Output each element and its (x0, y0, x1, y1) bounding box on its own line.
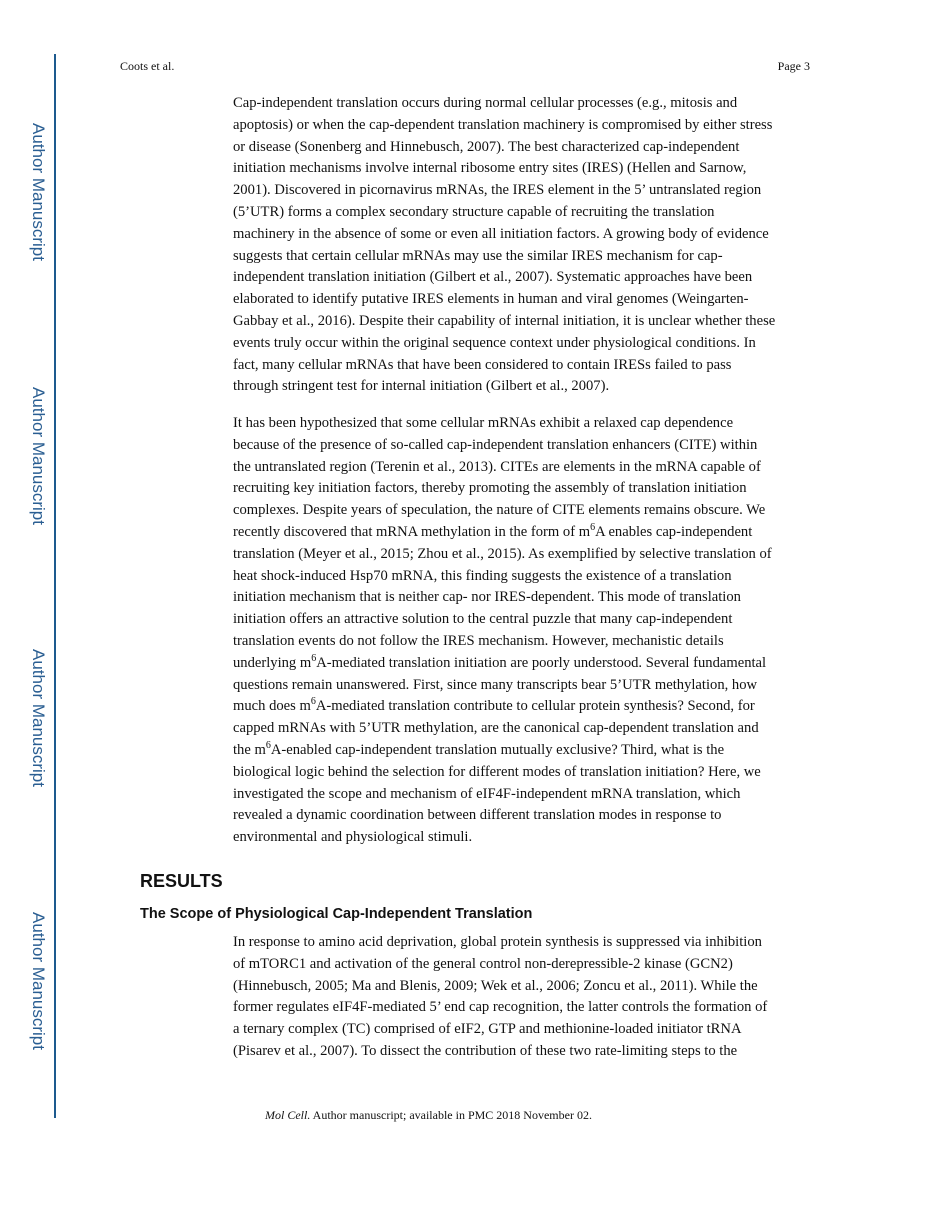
text-segment: Gabbay et al., 2016). Despite their capability of internal initiation, it is unclear whether these (233, 312, 776, 329)
text-segment: machinery in the absence of some or even all initiation factors. A growing body of evidence (233, 225, 769, 242)
margin-rule (54, 54, 56, 1118)
text-line (233, 954, 833, 976)
text-line (233, 311, 833, 333)
text-segment: environmental and physiological stimuli. (233, 829, 473, 846)
text-line (233, 976, 833, 998)
text-line (233, 544, 833, 566)
text-line (233, 675, 833, 697)
page-number: Page 3 (777, 59, 810, 73)
text-line (233, 435, 833, 457)
text-segment: of mTORC1 and activation of the general control non-derepressible-2 kinase (GCN2) (233, 955, 733, 972)
text-line (233, 478, 833, 500)
text-segment: heat shock-induced Hsp70 mRNA, this finding suggests the existence of a translation (233, 567, 732, 584)
text-segment: (5’UTR) forms a complex secondary structure capable of recruiting the translation (233, 203, 715, 220)
text-line (233, 827, 833, 849)
text-line (233, 180, 833, 202)
text-line (233, 115, 833, 137)
text-line (233, 1019, 833, 1041)
text-segment: translation events do not follow the IRES mechanism. However, mechanistic details (233, 632, 724, 649)
text-line (233, 566, 833, 588)
text-line (233, 522, 833, 544)
text-segment: initiation mechanism that is neither cap- nor IRES-dependent. This mode of translation (233, 589, 741, 606)
text-line (233, 631, 833, 653)
text-line (233, 653, 833, 675)
text-segment: recently discovered that mRNA methylation in the form of m (233, 523, 591, 540)
text-segment: underlying m (233, 654, 312, 671)
text-line (233, 997, 833, 1019)
text-segment: complexes. Despite years of speculation, the nature of CITE elements remains obscure. We (233, 502, 766, 519)
text-line (233, 457, 833, 479)
text-segment: or disease (Sonenberg and Hinnebusch, 2007). The best characterized cap-independent (233, 138, 740, 155)
text-line (233, 762, 833, 784)
text-line (233, 784, 833, 806)
sidebar-label-text: Author Manuscript (29, 649, 48, 787)
text-line (233, 267, 833, 289)
text-line (233, 609, 833, 631)
text-segment: biological logic behind the selection for different modes of translation initiation? Here, we (233, 763, 761, 780)
text-segment: A-mediated translation contribute to cellular protein synthesis? Second, for (315, 698, 755, 715)
text-line (233, 158, 833, 180)
text-segment: A-enabled cap-independent translation mutually exclusive? Third, what is the (270, 741, 725, 758)
text-segment: (Hinnebusch, 2005; Ma and Blenis, 2009; Wek et al., 2006; Zoncu et al., 2011). While the (233, 977, 758, 994)
subsection-heading: The Scope of Physiological Cap-Independent Translation (140, 906, 533, 922)
text-segment: A enables cap-independent (595, 523, 753, 540)
text-segment: the m (233, 741, 266, 758)
text-line (233, 1041, 833, 1063)
sidebar-label-text: Author Manuscript (29, 123, 48, 261)
text-line (233, 355, 833, 377)
section-heading: RESULTS (140, 871, 223, 891)
text-line (233, 696, 833, 718)
text-segment: suggests that certain cellular mRNAs may use the similar IRES mechanism for cap- (233, 247, 723, 264)
text-line (233, 333, 833, 355)
text-segment: apoptosis) or when the cap-dependent translation machinery is compromised by either stress (233, 116, 773, 133)
text-segment: recruiting key initiation factors, thereby promoting the assembly of translation initiation (233, 480, 747, 497)
text-line (233, 740, 833, 762)
text-line (233, 202, 833, 224)
text-segment: the untranslated region (Terenin et al., 2013). CITEs are elements in the mRNA capable of (233, 458, 761, 475)
journal-name: Mol Cell. (265, 1108, 311, 1122)
text-segment: much does m (233, 698, 311, 715)
text-segment: a ternary complex (TC) comprised of eIF2, GTP and methionine-loaded initiator tRNA (233, 1021, 742, 1038)
text-segment: translation (Meyer et al., 2015; Zhou et al., 2015). As exemplified by selective translation of (233, 545, 772, 562)
text-line (233, 137, 833, 159)
running-header-authors: Coots et al. (120, 59, 175, 73)
text-line (233, 413, 833, 435)
text-segment: fact, many cellular mRNAs that have been considered to contain IRESs failed to pass (233, 356, 732, 373)
superscript: 6 (265, 739, 271, 751)
text-segment: events truly occur within the original sequence context under physiological conditions. In (233, 334, 756, 351)
text-segment: initiation mechanisms involve internal ribosome entry sites (IRES) (Hellen and Sarnow, (233, 160, 747, 177)
text-line (233, 224, 833, 246)
superscript: 6 (590, 521, 596, 533)
text-segment: elaborated to identify putative IRES elements in human and viral genomes (Weingarten- (233, 291, 749, 308)
text-segment: through stringent test for internal initiation (Gilbert et al., 2007). (233, 378, 610, 395)
paragraph (233, 93, 833, 398)
text-segment: (Pisarev et al., 2007). To dissect the contribution of these two rate-limiting steps to the (233, 1042, 738, 1059)
sidebar-label-text: Author Manuscript (29, 912, 48, 1050)
text-segment: A-mediated translation initiation are poorly understood. Several fundamental (316, 654, 767, 671)
paragraph (233, 413, 833, 849)
sidebar-label-text: Author Manuscript (29, 387, 48, 525)
text-line (233, 246, 833, 268)
text-segment: 2001). Discovered in picornavirus mRNAs, the IRES element in the 5’ untranslated region (233, 182, 762, 199)
superscript: 6 (310, 696, 316, 708)
text-segment: It has been hypothesized that some cellular mRNAs exhibit a relaxed cap dependence (233, 415, 734, 431)
text-segment: questions remain unanswered. First, since many transcripts bear 5’UTR methylation, how (233, 676, 758, 693)
text-segment: In response to amino acid deprivation, global protein synthesis is suppressed via inhibition (233, 934, 762, 950)
text-segment: because of the presence of so-called cap-independent translation enhancers (CITE) within (233, 436, 758, 453)
footer (265, 1108, 592, 1123)
text-segment: former regulates eIF4F-mediated 5’ end cap recognition, the latter controls the formation of (233, 999, 768, 1016)
text-line (233, 93, 833, 115)
text-segment: initiation offers an attractive solution to the central puzzle that many cap-independent (233, 611, 733, 628)
text-segment: investigated the scope and mechanism of eIF4F-independent mRNA translation, which (233, 785, 741, 802)
text-line (233, 500, 833, 522)
superscript: 6 (311, 652, 317, 664)
text-line (233, 805, 833, 827)
text-line (233, 289, 833, 311)
footer-note: Author manuscript; available in PMC 2018 November 02. (310, 1108, 592, 1122)
text-segment: capped mRNAs with 5’UTR methylation, are the canonical cap-dependent translation and (233, 720, 759, 737)
text-line (233, 932, 833, 954)
text-segment: revealed a dynamic coordination between different translation modes in response to (233, 807, 722, 824)
text-segment: Cap-independent translation occurs during normal cellular processes (e.g., mitosis and (233, 95, 738, 111)
text-line (233, 376, 833, 398)
paragraph (233, 932, 833, 1063)
text-line (233, 718, 833, 740)
text-line (233, 587, 833, 609)
text-segment: independent translation initiation (Gilbert et al., 2007). Systematic approaches have been (233, 269, 753, 286)
